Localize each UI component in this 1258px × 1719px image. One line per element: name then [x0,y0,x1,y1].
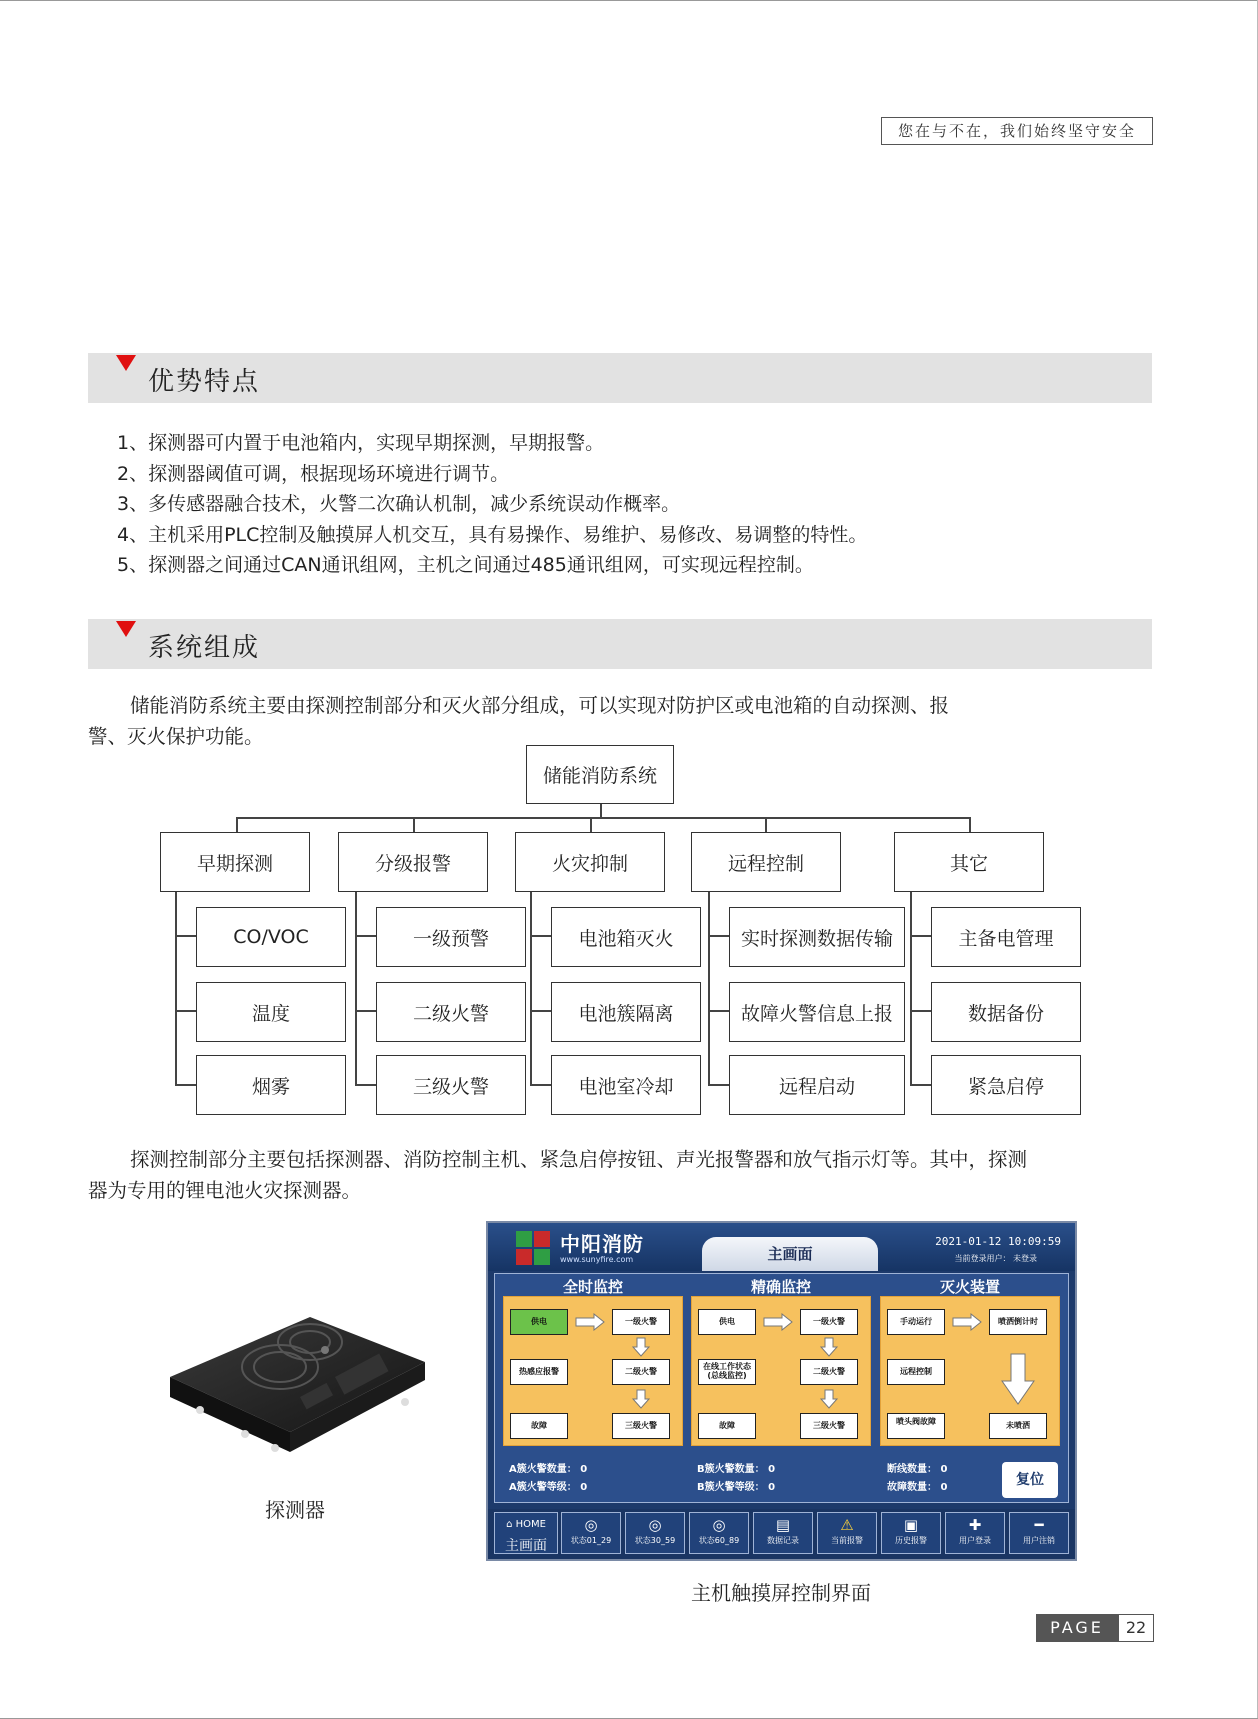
warning-icon: ⚠ [840,1516,854,1534]
feature-item: 3、多传感器融合技术，火警二次确认机制，减少系统误动作概率。 [117,493,681,515]
org-leaf: 紧急启停 [931,1055,1081,1115]
hmi-footer-nav [488,1509,1075,1559]
hmi-button[interactable]: 供电 [698,1309,756,1335]
hmi-button[interactable]: 在线工作状态(总线监控) [698,1359,756,1385]
footer-button-alarm-history[interactable]: ▣ 历史报警 [881,1512,941,1554]
hmi-column-title: 全时监控 [562,1278,623,1296]
connector [355,1010,376,1012]
hmi-stat: B簇火警等级： 0 [697,1482,776,1493]
footer-button-user-login[interactable]: ✚ 用户登录 [945,1512,1005,1554]
footer-button-status-60-89[interactable]: ◎ 状态60_89 [689,1512,749,1554]
connector [355,935,376,937]
connector [355,1084,376,1086]
monitor-icon: ▣ [903,1516,919,1534]
org-leaf: 电池箱灭火 [551,907,701,967]
connector [236,817,238,832]
hmi-button[interactable]: 供电 [510,1309,568,1335]
connector [413,817,415,832]
footer-button-current-alarm[interactable]: ⚠ 当前报警 [817,1512,877,1554]
hmi-button[interactable]: 二级火警 [612,1359,670,1385]
org-branch-early-detection: 早期探测 [160,832,310,892]
magnifier-icon: ◎ [584,1516,598,1534]
connector [969,817,971,832]
footer-button-data-log[interactable]: ▤ 数据记录 [753,1512,813,1554]
hmi-button[interactable]: 手动运行 [887,1309,945,1335]
hmi-button[interactable]: 三级火警 [800,1413,858,1439]
connector [175,892,177,1085]
hmi-button[interactable]: 三级火警 [612,1413,670,1439]
org-root: 储能消防系统 [526,745,674,804]
page-number [1036,1614,1152,1642]
org-leaf: 远程启动 [729,1055,905,1115]
detection-line-1: 探测控制部分主要包括探测器、消防控制主机、紧急启停按钮、声光报警器和放气指示灯等。其中，探测 [130,1148,1028,1171]
hmi-button[interactable]: 热感应报警 [510,1359,568,1385]
org-leaf: 电池簇隔离 [551,982,701,1042]
hmi-button[interactable]: 远程控制 [887,1359,945,1385]
arrow-right-icon [762,1313,794,1331]
arrow-right-icon [574,1313,606,1331]
arrow-down-icon [820,1337,838,1357]
connector [708,1084,729,1086]
footer-button-status-30-59[interactable]: ◎ 状态30_59 [625,1512,685,1554]
magnifier-icon: ◎ [712,1516,726,1534]
feature-item: 1、探测器可内置于电池箱内，实现早期探测，早期报警。 [117,432,605,454]
hmi-screen [486,1221,1077,1561]
section-title: 优势特点 [148,367,261,397]
connector [530,935,551,937]
hmi-button[interactable]: 未喷洒 [989,1413,1047,1439]
hmi-reset-button[interactable]: 复位 [1002,1462,1058,1498]
feature-item: 4、主机采用PLC控制及触摸屏人机交互，具有易操作、易维护、易修改、易调整的特性。 [117,523,868,546]
org-leaf: CO/VOC [196,907,346,967]
monitor-icon: ▤ [775,1516,791,1534]
connector [175,1010,196,1012]
arrow-down-large-icon [1001,1353,1035,1405]
connector [530,892,532,1085]
org-branch-remote-control: 远程控制 [691,832,841,892]
connector [910,1084,931,1086]
hmi-column-title: 精确监控 [750,1278,811,1296]
detector-image [160,1262,435,1472]
connector [236,817,970,819]
intro-line-2: 警、灭火保护功能。 [88,725,264,748]
red-triangle-icon [116,355,136,371]
connector [175,935,196,937]
connector [910,892,912,1085]
org-leaf: 三级火警 [376,1055,526,1115]
home-icon: ⌂ HOME [506,1519,546,1530]
connector [708,935,729,937]
connector [910,935,931,937]
hmi-column-fulltime [503,1296,683,1446]
intro-line-1: 储能消防系统主要由探测控制部分和灭火部分组成，可以实现对防护区或电池箱的自动探测、报 [130,694,950,717]
connector [590,817,592,832]
feature-list [117,428,1157,581]
brand-logo-icon [516,1231,552,1265]
hmi-main-panel [494,1273,1069,1503]
feature-item: 5、探测器之间通过CAN通讯组网，主机之间通过485通讯组网，可实现远程控制。 [117,554,814,576]
section-header-advantages [88,353,1152,403]
hmi-button[interactable]: 喷洒倒计时 [989,1309,1047,1335]
connector [355,892,357,1085]
arrow-down-icon [820,1389,838,1409]
detection-paragraph [88,1144,1158,1206]
hmi-button[interactable]: 一级火警 [800,1309,858,1335]
intro-paragraph [88,690,1158,752]
connector [530,1084,551,1086]
arrow-right-icon [951,1313,983,1331]
hmi-button[interactable]: 故障 [510,1413,568,1439]
org-leaf: 数据备份 [931,982,1081,1042]
hmi-url: www.sunyfire.com [560,1255,634,1264]
hmi-tab-main[interactable]: 主画面 [702,1237,878,1271]
org-leaf: 故障火警信息上报 [729,982,905,1042]
hmi-user-status: 当前登录用户： 未登录 [954,1254,1037,1263]
section-title: 系统组成 [148,633,261,663]
page-label: PAGE [1036,1614,1118,1642]
connector [600,804,602,818]
hmi-caption: 主机触摸屏控制界面 [691,1581,871,1605]
hmi-stat: A簇火警数量： 0 [509,1464,588,1475]
footer-button-status-01-29[interactable]: ◎ 状态01_29 [561,1512,621,1554]
hmi-stat: 断线数量： 0 [887,1464,948,1475]
hmi-brand: 中阳消防 [560,1232,644,1256]
footer-button-home[interactable]: ⌂ HOME 主画面 [494,1512,558,1554]
org-branch-fire-suppression: 火灾抑制 [515,832,665,892]
org-branch-graded-alarm: 分级报警 [338,832,488,892]
org-branch-other: 其它 [894,832,1044,892]
connector [175,1084,196,1086]
connector [910,1010,931,1012]
hmi-stat: A簇火警等级： 0 [509,1482,588,1493]
hmi-header [488,1223,1075,1271]
org-leaf: 一级预警 [376,907,526,967]
plus-icon: ✚ [968,1516,982,1534]
connector [530,1010,551,1012]
page-number-value: 22 [1118,1614,1154,1642]
org-leaf: 电池室冷却 [551,1055,701,1115]
arrow-down-icon [632,1389,650,1409]
arrow-down-icon [632,1337,650,1357]
feature-item: 2、探测器阈值可调，根据现场环境进行调节。 [117,462,510,485]
hmi-stat: B簇火警数量： 0 [697,1464,776,1475]
org-leaf: 主备电管理 [931,907,1081,967]
org-leaf: 温度 [196,982,346,1042]
red-triangle-icon [116,621,136,637]
minus-icon: ━ [1034,1516,1044,1534]
hmi-column-title: 灭火装置 [939,1278,1000,1296]
connector [708,1010,729,1012]
magnifier-icon: ◎ [648,1516,662,1534]
hmi-button[interactable]: 一级火警 [612,1309,670,1335]
hmi-button[interactable]: 二级火警 [800,1359,858,1385]
hmi-datetime: 2021-01-12 10:09:59 [935,1235,1061,1248]
org-leaf: 实时探测数据传输 [729,907,905,967]
org-leaf: 二级火警 [376,982,526,1042]
detector-caption: 探测器 [265,1498,325,1522]
page-border-top [0,0,1258,1]
org-leaf: 烟雾 [196,1055,346,1115]
hmi-column-extinguisher [880,1296,1060,1446]
connector [765,817,767,832]
hmi-stat: 故障数量： 0 [887,1482,948,1493]
slogan-box: 您在与不在，我们始终坚守安全 [881,117,1153,145]
connector [708,892,710,1085]
hmi-button[interactable]: 喷头阀故障 [887,1413,945,1439]
footer-button-user-logout[interactable]: ━ 用户注销 [1009,1512,1069,1554]
hmi-button[interactable]: 故障 [698,1413,756,1439]
hmi-column-precise [691,1296,871,1446]
section-header-composition [88,619,1152,669]
detection-line-2: 器为专用的锂电池火灾探测器。 [88,1179,362,1202]
